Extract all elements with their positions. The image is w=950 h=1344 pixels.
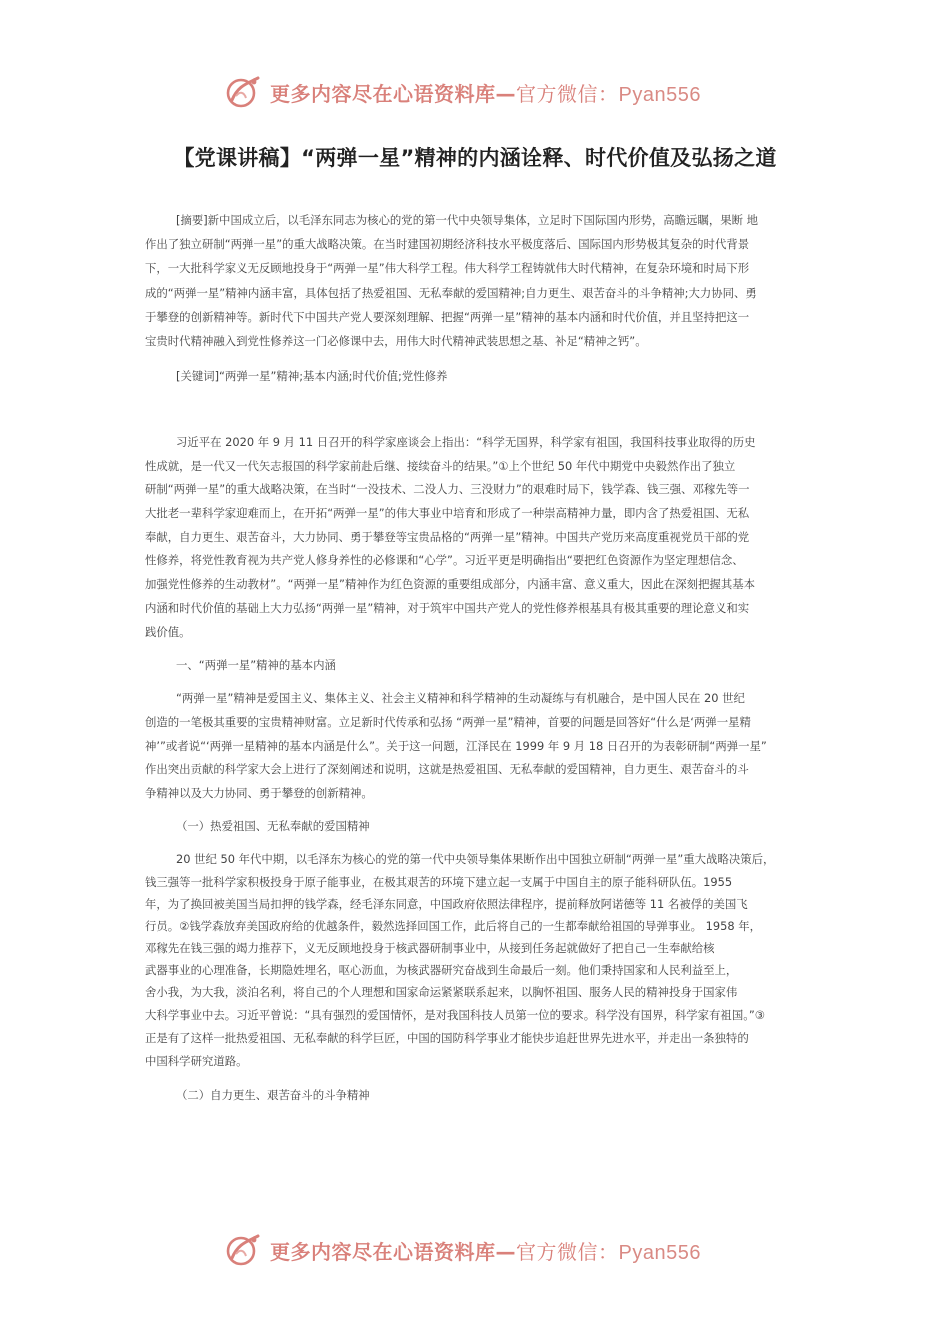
- abstract-line: 于攀登的创新精神等。新时代下中国共产党人要深刻理解、把握“两弹一星”精神的基本内涵和时代价值，并且坚持把这一: [145, 310, 750, 324]
- paragraph-line: 行员。②钱学森放弃美国政府给的优越条件，毅然选择回国工作，此后将自己的一生都奉献给祖国的导弹事业。 1958 年，: [145, 919, 761, 933]
- paragraph-line: 加强党性修养的生动教材”。“两弹一星”精神作为红色资源的重要组成部分，内涵丰富、意义重大，因此在深刻把握其基本: [145, 577, 756, 591]
- paragraph-line: 习近平在 2020 年 9 月 11 日召开的科学家座谈会上指出：“科学无国界，科学家有祖国，我国科技事业取得的历史: [176, 435, 756, 449]
- paragraph-line: 研制“两弹一星”的重大战略决策，在当时“一没技术、二没人力、三没财力”的艰难时局下，钱学森、钱三强、邓稼先等一: [145, 482, 750, 496]
- paragraph-line: 内涵和时代价值的基础上大力弘扬“两弹一星”精神，对于筑牢中国共产党人的党性修养根基具有极其重要的理论意义和实: [145, 601, 750, 615]
- paragraph-line: 争精神以及大力协同、勇于攀登的创新精神。: [145, 786, 373, 800]
- document-title: 【党课讲稿】“两弹一星”精神的内涵诠释、时代价值及弘扬之道: [173, 146, 777, 170]
- paragraph-line: 年，为了换回被美国当局扣押的钱学森，经毛泽东同意，中国政府依照法律程序，提前释放阿诺德等 11 名被俘的美国飞: [145, 897, 748, 911]
- paragraph-line: 舍小我，为大我，淡泊名利，将自己的个人理想和国家命运紧紧联系起来，以胸怀祖国、服务人民的精神投身于国家伟: [145, 985, 738, 999]
- abstract-line: [摘要]新中国成立后，以毛泽东同志为核心的党的第一代中央领导集体，立足时下国际国内形势，高瞻远瞩，果断 地: [176, 213, 759, 227]
- paragraph-line: 邓稼先在钱三强的竭力推荐下，义无反顾地投身于核武器研制事业中，从接到任务起就做好了把自己一生奉献给核: [145, 941, 715, 955]
- paragraph-line: 践价值。: [145, 625, 191, 639]
- paragraph-line: 性修养，将党性教育视为共产党人修身养性的必修课和“心学”。习近平更是明确指出“要把红色资源作为坚定理想信念、: [145, 553, 744, 567]
- subsection-heading: （一）热爱祖国、无私奉献的爱国精神: [176, 819, 370, 833]
- abstract-line: 成的“两弹一星”精神内涵丰富，具体包括了热爱祖国、无私奉献的爱国精神;自力更生、艰苦奋斗的斗争精神;大力协同、勇: [145, 286, 757, 300]
- paragraph-line: 正是有了这样一批热爱祖国、无私奉献的科学巨匠，中国的国防科学事业才能快步追赶世界先进水平，并走出一条独特的: [145, 1031, 749, 1045]
- paragraph-line: 奉献，自力更生、艰苦奋斗，大力协同、勇于攀登等宝贵品格的“两弹一星”精神。中国共产党历来高度重视党员干部的党: [145, 530, 750, 544]
- paragraph-line: 作出突出贡献的科学家大会上进行了深刻阐述和说明，这就是热爱祖国、无私奉献的爱国精神，自力更生、艰苦奋斗的斗: [145, 762, 749, 776]
- brand-logo-icon: [224, 1232, 264, 1268]
- paragraph-line: 中国科学研究道路。: [145, 1054, 248, 1068]
- paragraph-line: 神’”或者说“‘两弹一星精神的基本内涵是什么”。关于这一问题，江泽民在 1999 年 9 月 18 日召开的为表彰研制“两弹一星”: [145, 739, 767, 753]
- paragraph-line: 性成就，是一代又一代矢志报国的科学家前赴后继、接续奋斗的结果。”①上个世纪 50 年代中期党中央毅然作出了独立: [145, 459, 736, 473]
- watermark-banner-bottom: [0, 1230, 950, 1270]
- watermark-banner-top: [0, 72, 950, 112]
- paragraph-line: “两弹一星”精神是爱国主义、集体主义、社会主义精神和科学精神的生动凝练与有机融合，是中国人民在 20 世纪: [176, 691, 745, 705]
- banner-text: 更多内容尽在心语资料库—官方微信：Pyan556: [270, 1240, 701, 1264]
- paragraph-line: 钱三强等一批科学家积极投身于原子能事业，在极其艰苦的环境下建立起一支属于中国自主的原子能科研队伍。1955: [145, 875, 733, 889]
- section-heading: 一、“两弹一星”精神的基本内涵: [176, 658, 336, 672]
- abstract-line: 宝贵时代精神融入到党性修养这一门必修课中去，用伟大时代精神武装思想之基、补足“精神之钙”。: [145, 334, 647, 348]
- abstract-line: 作出了独立研制“两弹一星”的重大战略决策。在当时建国初期经济科技水平极度落后、国际国内形势极其复杂的时代背景: [145, 237, 750, 251]
- paragraph-line: 20 世纪 50 年代中期，以毛泽东为核心的党的第一代中央领导集体果断作出中国独立研制“两弹一星”重大战略决策后，: [176, 852, 775, 866]
- keywords-line: [关键词]“两弹一星”精神;基本内涵;时代价值;党性修养: [176, 369, 448, 383]
- abstract-line: 下，一大批科学家义无反顾地投身于“两弹一星”伟大科学工程。伟大科学工程铸就伟大时代精神，在复杂环境和时局下形: [145, 261, 750, 275]
- subsection-heading: （二）自力更生、艰苦奋斗的斗争精神: [176, 1088, 370, 1102]
- paragraph-line: 大批老一辈科学家迎难而上，在开拓“两弹一星”的伟大事业中培育和形成了一种崇高精神力量，即内含了热爱祖国、无私: [145, 506, 750, 520]
- paragraph-line: 武器事业的心理准备，长期隐姓埋名，呕心沥血，为核武器研究奋战到生命最后一刻。他们秉持国家和人民利益至上，: [145, 963, 738, 977]
- brand-logo-icon: [224, 74, 264, 110]
- paragraph-line: 创造的一笔极其重要的宝贵精神财富。立足新时代传承和弘扬 “两弹一星”精神，首要的问题是回答好“什么是‘两弹一星精: [145, 715, 751, 729]
- paragraph-line: 大科学事业中去。习近平曾说：“具有强烈的爱国情怀，是对我国科技人员第一位的要求。科学没有国界，科学家有祖国。”③: [145, 1008, 766, 1022]
- banner-text: 更多内容尽在心语资料库—官方微信：Pyan556: [270, 82, 701, 106]
